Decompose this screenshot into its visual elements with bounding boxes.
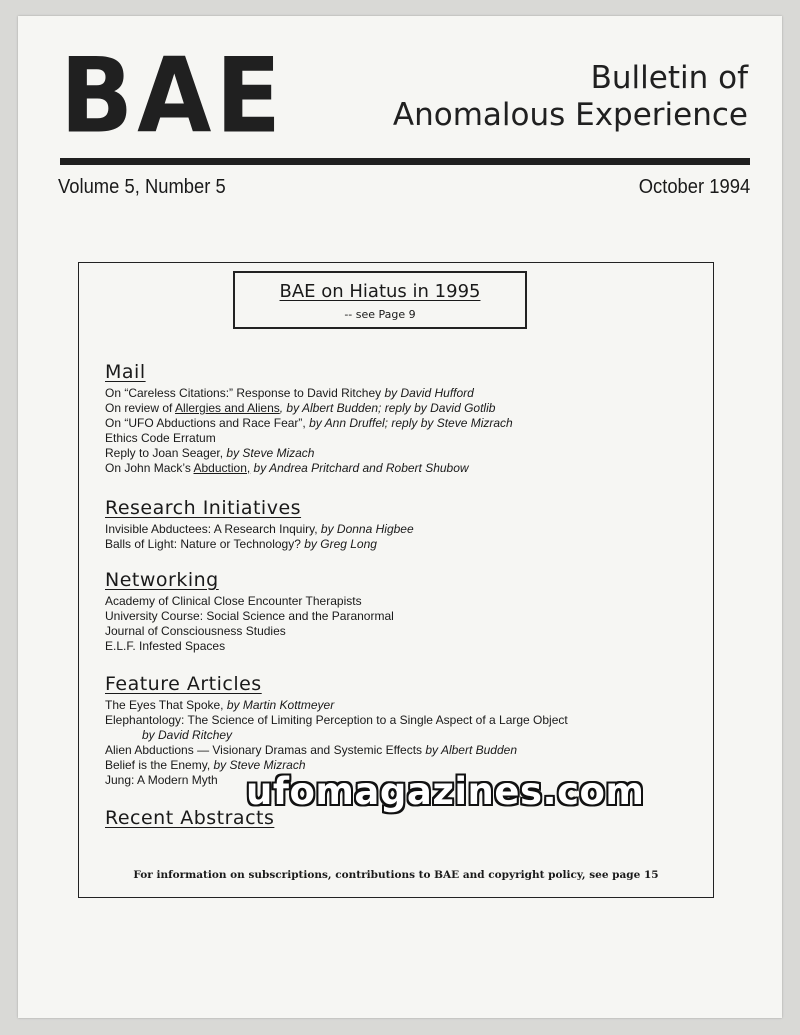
section-research-initiatives (105, 497, 414, 552)
section-networking (105, 569, 394, 654)
bae-logo: BAE (60, 35, 286, 157)
toc-entry: Balls of Light: Nature or Technology? by Greg Long (105, 537, 377, 551)
toc-entry: Jung: A Modern Myth (105, 773, 218, 787)
subscription-note: For information on subscriptions, contributions to BAE and copyright policy, see page 15 (133, 869, 659, 881)
hiatus-note: -- see Page 9 (344, 308, 416, 321)
section-mail (105, 361, 513, 476)
watermark: ufomagazines.com (246, 770, 645, 813)
toc-entry: The Eyes That Spoke, by Martin Kottmeyer (105, 698, 335, 712)
toc-entry: Journal of Consciousness Studies (105, 624, 286, 638)
masthead-rule (60, 158, 750, 165)
toc-entry: Belief is the Enemy, by Steve Mizrach (105, 758, 306, 772)
toc-entry: Invisible Abductees: A Research Inquiry, by Donna Higbee (105, 522, 414, 536)
toc-entry: On “UFO Abductions and Race Fear”, by Ann Druffel; reply by Steve Mizrach (105, 416, 513, 430)
title-line-1: Bulletin of (590, 60, 748, 96)
toc-entry: On review of Allergies and Aliens, by Albert Budden; reply by David Gotlib (105, 401, 496, 415)
toc-entry: Reply to Joan Seager, by Steve Mizach (105, 446, 315, 460)
bulletin-title (348, 60, 748, 134)
toc-entry: On “Careless Citations:” Response to David Ritchey by David Hufford (105, 386, 474, 400)
section-heading: Mail (105, 361, 146, 383)
section-heading: Recent Abstracts (105, 807, 275, 829)
toc-entry: Elephantology: The Science of Limiting Perception to a Single Aspect of a Large Object (105, 713, 568, 727)
toc-entry: Academy of Clinical Close Encounter Therapists (105, 594, 362, 608)
hiatus-notice (233, 271, 527, 329)
issue-date: October 1994 (638, 176, 750, 198)
page (18, 16, 782, 1018)
toc-entry: Ethics Code Erratum (105, 431, 216, 445)
volume-number: Volume 5, Number 5 (58, 176, 226, 198)
toc-entry: E.L.F. Infested Spaces (105, 639, 226, 653)
section-heading: Research Initiatives (105, 497, 302, 519)
section-heading: Feature Articles (105, 673, 262, 695)
toc-entry: On John Mack’s Abduction, by Andrea Pritchard and Robert Shubow (105, 461, 469, 475)
hiatus-title: BAE on Hiatus in 1995 (279, 281, 481, 302)
toc-entry: University Course: Social Science and the Paranormal (105, 609, 394, 623)
section-heading: Networking (105, 569, 219, 591)
title-line-2: Anomalous Experience (392, 97, 748, 134)
toc-entry: Alien Abductions — Visionary Dramas and Systemic Effects by Albert Budden (105, 743, 517, 757)
toc-entry-author: by David Ritchey (142, 728, 233, 742)
